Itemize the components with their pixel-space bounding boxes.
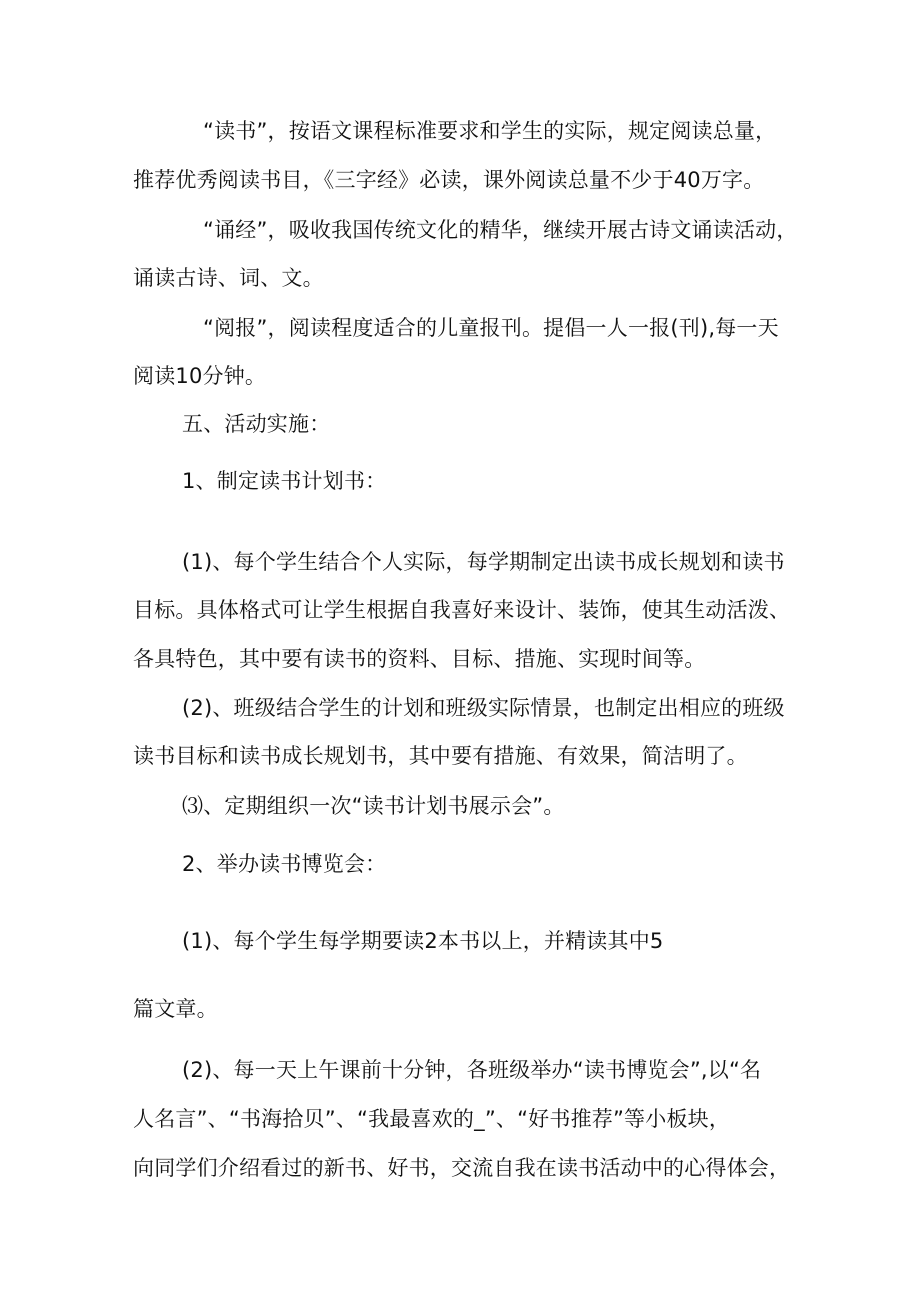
subsection-heading: 1、制定读书计划书： [182,469,387,493]
paragraph-line: 各具特色，其中要有读书的资料、目标、措施、实现时间等。 [133,647,706,671]
paragraph-line: 阅读10分钟。 [133,364,267,388]
subsection-heading: 2、举办读书博览会： [182,852,387,876]
paragraph-line: ⑶、定期组织一次“读书计划书展示会”。 [182,794,565,818]
paragraph-line: “诵经”，吸收我国传统文化的精华，继续开展古诗文诵读活动， [203,218,798,242]
paragraph-line: 篇文章。 [133,997,218,1021]
paragraph-line: 目标。具体格式可让学生根据自我喜好来设计、装饰，使其生动活泼、 [133,598,791,622]
paragraph-line: 诵读古诗、词、文。 [133,266,324,290]
paragraph-line: (1)、每个学生每学期要读2本书以上，并精读其中5 [182,929,664,953]
paragraph-line: 人名言”、“书海拾贝”、“我最喜欢的_”、“好书推荐”等小板块， [133,1107,731,1131]
paragraph-line: 向同学们介绍看过的新书、好书，交流自我在读书活动中的心得体会， [133,1156,791,1180]
paragraph-line: 推荐优秀阅读书目，《三字经》必读，课外阅读总量不少于40万字。 [133,168,765,192]
paragraph-line: 读书目标和读书成长规划书，其中要有措施、有效果，简洁明了。 [133,744,748,768]
paragraph-line: (2)、每一天上午课前十分钟，各班级举办“读书博览会”,以“名 [182,1058,762,1082]
paragraph-line: (1)、每个学生结合个人实际，每学期制定出读书成长规划和读书 [182,550,785,574]
paragraph-line: “阅报”，阅读程度适合的儿童报刊。提倡一人一报(刊),每一天 [203,316,779,340]
paragraph-line: “读书”，按语文课程标准要求和学生的实际，规定阅读总量， [203,119,777,143]
section-heading: 五、活动实施： [182,412,331,436]
paragraph-line: (2)、班级结合学生的计划和班级实际情景，也制定出相应的班级 [182,696,785,720]
